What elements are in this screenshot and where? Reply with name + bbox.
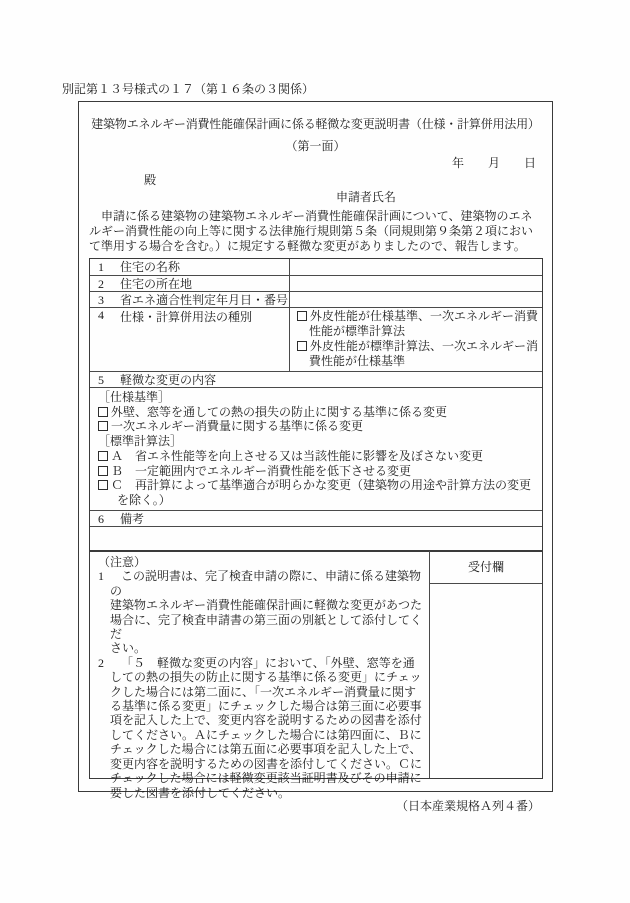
applicant-name-label: 申請者氏名 [336, 190, 397, 204]
spec-standard-header: ［仕様基準］ [98, 390, 171, 404]
option-a: Ａ 省エネ性能等を向上させる又は当該性能に影響を及ぼさない変更 [98, 449, 540, 464]
reception-label: 受付欄 [430, 551, 542, 584]
row-number: 6 [98, 511, 104, 526]
remarks-input-cell[interactable] [90, 526, 542, 551]
row-label-text: 省エネ適合性判定年月日・番号 [120, 293, 289, 307]
addressee-suffix: 殿 [144, 173, 157, 187]
checkbox-heat-loss-change[interactable] [98, 407, 108, 417]
intro-paragraph [89, 209, 543, 253]
form-frame [78, 101, 553, 800]
note-line: 要した図書を添付してください。 [110, 785, 291, 800]
calc-method-header: ［標準計算法］ [98, 434, 183, 449]
reception-stamp-area [430, 584, 542, 778]
notes-text-cell [90, 551, 430, 800]
note-number: 2 [98, 655, 104, 670]
intro-line: て準用する場合を含む。）に規定する軽微な変更がありましたので、報告します。 [89, 238, 526, 253]
note-line: 建築物エネルギー消費性能確保計画に軽微な変更があつた [110, 598, 423, 613]
table-row-house-location [90, 275, 542, 291]
note-line: 変更内容を説明するための図書を添付してください。Ｃに [110, 756, 423, 771]
option-envelope-spec-cont: 性能が標準計算法 [309, 324, 406, 338]
note-line: してください。Ａにチェックした場合には第四面に、Ｂに [110, 727, 422, 742]
option-c: Ｃ 再計算によって基準適合が明らかな変更（建築物の用途や計算方法の変更 [98, 478, 540, 493]
note-line: チェックした場合には軽微変更該当証明書及びその申請に [110, 771, 422, 786]
note-line: クした場合には第二面に、「一次エネルギー消費量に関す [110, 684, 417, 699]
row-label-text: 住宅の所在地 [120, 277, 193, 291]
house-location-input-cell[interactable] [290, 276, 542, 291]
row-label [90, 276, 290, 291]
note-number: 1 [98, 569, 104, 584]
note-line: チェックした場合には第五面に必要事項を記入した上で、 [110, 742, 422, 757]
intro-line: ルギー消費性能の向上等に関する法律施行規則第５条（同規則第９条第２項におい [89, 223, 534, 238]
note-line: 「５ 軽微な変更の内容」において、「外壁、窓等を通 [121, 655, 415, 670]
main-table [89, 258, 543, 552]
checkbox-option-c[interactable] [98, 480, 108, 490]
row-number: 4 [98, 308, 104, 322]
option-heat-loss-change: 外壁、窓等を通しての熱の損失の防止に関する基準に係る変更 [98, 405, 540, 420]
option-envelope-calc-cont: 費性能が仕様基準 [309, 354, 406, 368]
option-envelope-spec: 外皮性能が仕様基準、一次エネルギー消費 [297, 309, 540, 324]
row-number: 3 [98, 293, 104, 307]
intro-line: 申請に係る建築物の建築物エネルギー消費性能確保計画について、建築物のエネ [89, 209, 533, 223]
row-number: 5 [98, 373, 104, 387]
notes-box [89, 550, 543, 800]
notes-title: （注意） [98, 555, 147, 569]
judgment-date-input-cell[interactable] [290, 292, 542, 307]
note-line: この説明書は、完了検査申請の際に、申請に係る建築物の [110, 569, 422, 598]
note-line: 場合に、完了検査申請書の第三面の別紙として添付してくだ [110, 612, 423, 642]
reception-column [430, 551, 542, 778]
option-c-cont: を除く。） [117, 492, 171, 507]
row-label-text: 仕様・計算併用法の種別 [120, 310, 253, 324]
note-line: 項を記入した上で、変更内容を説明するための図書を添付 [110, 713, 422, 728]
page-face-label: （第一面） [285, 139, 346, 153]
option-primary-energy-change: 一次エネルギー消費量に関する基準に係る変更 [98, 419, 540, 434]
note-item-2 [98, 656, 425, 800]
form-number: 別記第１３号様式の１７（第１６条の３関係） [62, 82, 315, 96]
table-row-house-name [90, 259, 542, 275]
table-row-minor-change-header [90, 371, 542, 387]
checkbox-option-b[interactable] [98, 466, 108, 476]
row-label [90, 308, 290, 371]
note-line: さい。 [110, 641, 147, 656]
row-label-text: 軽微な変更の内容 [120, 373, 217, 387]
checkbox-envelope-calc[interactable] [297, 341, 307, 351]
row-label [90, 259, 290, 275]
house-name-input-cell[interactable] [290, 259, 542, 275]
checkbox-primary-energy-change[interactable] [98, 421, 108, 431]
option-b: Ｂ 一定範囲内でエネルギー消費性能を低下させる変更 [98, 464, 540, 479]
row-label-text: 備考 [120, 511, 145, 526]
table-row-remarks-header [90, 510, 542, 526]
table-row-judgment-date-number [90, 291, 542, 307]
option-envelope-calc: 外皮性能が標準計算法、一次エネルギー消 [297, 339, 540, 354]
jis-paper-size-note: （日本産業規格Ａ列４番） [395, 799, 540, 813]
method-type-options-cell [290, 308, 542, 371]
row-number: 1 [98, 260, 104, 274]
table-row-method-type [90, 307, 542, 371]
checkbox-option-a[interactable] [98, 451, 108, 461]
note-line: しての熱の損失の防止に関する基準に係る変更」にチェッ [110, 670, 422, 685]
form-title: 建築物エネルギー消費性能確保計画に係る軽微な変更説明書（仕様・計算併用法用） [91, 117, 540, 131]
row-number: 2 [98, 277, 104, 291]
minor-change-content-cell [90, 387, 542, 510]
note-line: る基準に係る変更」にチェックした場合は第三面に必要事 [110, 699, 422, 714]
row-label-text: 住宅の名称 [120, 260, 181, 274]
row-label [90, 292, 290, 307]
note-item-1 [98, 569, 425, 655]
checkbox-envelope-spec[interactable] [297, 311, 307, 321]
date-line: 年 月 日 [451, 156, 536, 170]
